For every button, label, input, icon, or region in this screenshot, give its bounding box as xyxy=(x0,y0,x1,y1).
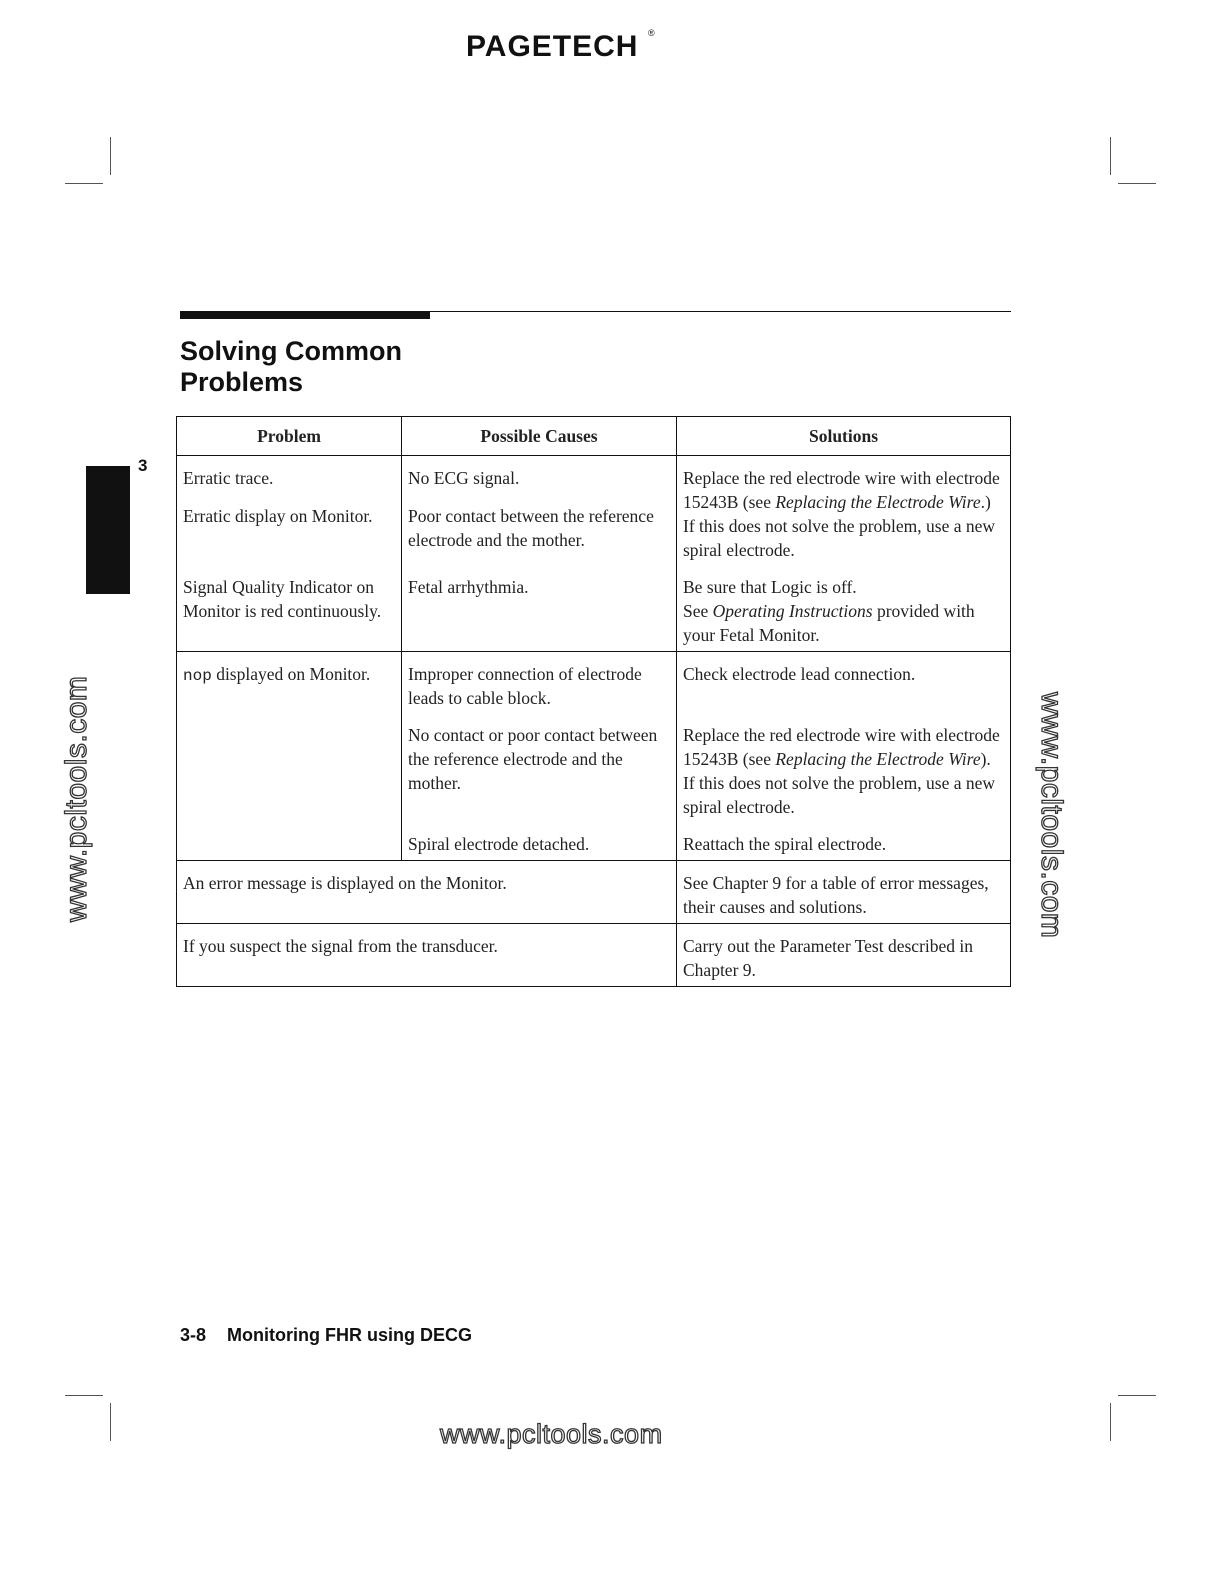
problem-text: displayed on Monitor. xyxy=(211,664,371,684)
cell-solution xyxy=(677,456,1011,563)
cause-text: No ECG signal. xyxy=(408,468,520,488)
cause-text: Spiral electrode detached. xyxy=(402,819,677,861)
table-row xyxy=(177,456,1011,563)
table-row xyxy=(177,652,1011,711)
table-header-row xyxy=(177,417,1011,456)
chapter-number: 3 xyxy=(138,456,148,475)
table-row xyxy=(177,861,1011,924)
cause-text: Improper connection of electrode leads to cable block. xyxy=(402,652,677,711)
cell-empty xyxy=(177,819,402,861)
solution-text: Reattach the spiral electrode. xyxy=(677,819,1011,861)
footer-chapter-title: Monitoring FHR using DECG xyxy=(227,1325,472,1345)
problem-text: If you suspect the signal from the transducer. xyxy=(177,924,677,987)
table-row xyxy=(177,710,1011,819)
section-title xyxy=(180,336,480,398)
crop-mark xyxy=(1118,1395,1156,1396)
table-row xyxy=(177,562,1011,652)
problem-code: nop xyxy=(183,667,212,685)
solution-text: See xyxy=(683,601,713,621)
cause-text: Poor contact between the reference electrode and the mother. xyxy=(408,506,654,550)
logo-text: PAGETECH xyxy=(466,30,639,63)
crop-mark xyxy=(1118,183,1156,184)
crop-mark xyxy=(110,137,111,175)
solution-reference: Replacing the Electrode Wire xyxy=(775,492,981,512)
chapter-tab xyxy=(86,466,130,594)
crop-mark xyxy=(65,183,103,184)
problem-text: Erratic trace. xyxy=(183,468,274,488)
crop-mark xyxy=(110,1403,111,1441)
cell-solution xyxy=(677,710,1011,819)
troubleshooting-table xyxy=(176,416,1011,987)
cell-empty xyxy=(177,710,402,819)
watermark-right: www.pcltools.com xyxy=(1035,692,1068,939)
solution-text: Check electrode lead connection. xyxy=(677,652,1011,711)
solution-text: Replace the red electrode wire with electrode 15243B (see xyxy=(683,725,1000,769)
solution-text: See Chapter 9 for a table of error messages, their causes and solutions. xyxy=(677,861,1011,924)
section-title-line2: Problems xyxy=(180,367,304,397)
solution-text: ). If this does not solve the problem, use a new spiral electrode. xyxy=(683,749,996,817)
title-rule-thick xyxy=(180,311,430,319)
cell-problem xyxy=(177,652,402,711)
cell-solution xyxy=(677,562,1011,652)
problem-text: Erratic display on Monitor. xyxy=(183,506,373,526)
cell-cause xyxy=(402,456,677,563)
problem-text: An error message is displayed on the Monitor. xyxy=(177,861,677,924)
solution-text: .) If this does not solve the problem, use a new spiral electrode. xyxy=(683,492,996,560)
header-problem: Problem xyxy=(177,417,402,456)
solution-text: Replace the red electrode wire with electrode 15243B (see xyxy=(683,468,1000,512)
watermark-bottom: www.pcltools.com xyxy=(440,1419,663,1449)
crop-mark xyxy=(1110,137,1111,175)
section-title-line1: Solving Common xyxy=(180,336,402,366)
solution-text: Carry out the Parameter Test described in Chapter 9. xyxy=(677,924,1011,987)
watermark-left: www.pcltools.com xyxy=(60,675,93,922)
cell-problem xyxy=(177,456,402,563)
crop-mark xyxy=(1110,1403,1111,1441)
page-number: 3-8 xyxy=(180,1325,207,1345)
problem-text: Signal Quality Indicator on Monitor is red continuously. xyxy=(177,562,402,652)
table-row xyxy=(177,924,1011,987)
solution-reference: Replacing the Electrode Wire xyxy=(775,749,981,769)
header-solutions: Solutions xyxy=(677,417,1011,456)
cause-text: Fetal arrhythmia. xyxy=(402,562,677,652)
solution-text: provided with your Fetal Monitor. xyxy=(683,601,975,645)
logo-registered-mark: ® xyxy=(648,28,656,38)
header-possible-causes: Possible Causes xyxy=(402,417,677,456)
crop-mark xyxy=(65,1395,103,1396)
cause-text: No contact or poor contact between the reference electrode and the mother. xyxy=(402,710,677,819)
pagetech-logo xyxy=(466,26,656,66)
page-footer xyxy=(180,1325,472,1346)
solution-text: Be sure that Logic is off. xyxy=(683,577,857,597)
table-row xyxy=(177,819,1011,861)
solution-reference: Operating Instructions xyxy=(712,601,873,621)
title-rule-thin xyxy=(430,311,1011,312)
